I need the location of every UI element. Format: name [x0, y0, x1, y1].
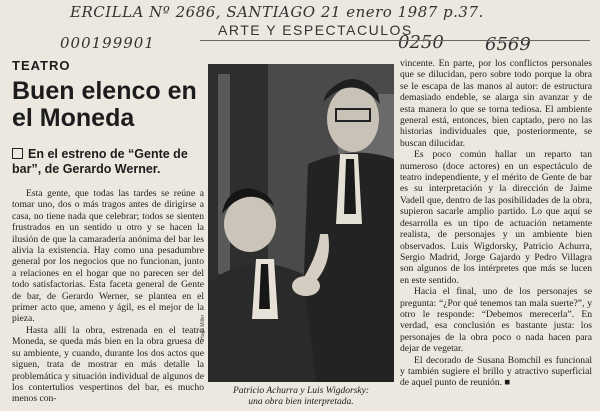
kicker: TEATRO: [12, 58, 71, 73]
caption-line-1: Patricio Achurra y Luis Wigdorsky:: [233, 386, 369, 396]
article-photo: [208, 64, 394, 382]
article-column-2: [400, 58, 592, 389]
headline: Buen elenco en el Moneda: [12, 77, 197, 132]
caption-line-2: una obra bien interpretada.: [248, 397, 354, 407]
handwritten-archive-id: 000199901: [60, 34, 155, 52]
article-column-1: [12, 188, 204, 405]
section-rule: [200, 40, 590, 41]
paragraph: Hasta allí la obra, estrenada en el teatro Moneda, se queda más bien en la obra gruesa de su ambiente, y cuando, durante los dos actos que siguen, trata de mostrar en más detalle la problemática y situación individual de algunos de los contertulios vespertinos del bar, es mucho menos con-: [12, 324, 204, 405]
paragraph: Es poco común hallar un reparto tan numeroso (doce actores) en un espectáculo de teatro independiente, y el mérito de Gente de bar es su interpretación y la dirección de Jaime Vadell que, dentro de las posibilidades de la obra, supieron sacarle amplio partido. Lo que aquí se desarrolla es un tipo de actuación netamente realista, de personajes y un ambiente bien observados. Luis Wigdorsky, Patricio Achurra, Sergio Madrid, Jorge Gajardo y Pedro Villagra son algunos de los intérpretes que más se lucen en este sentido.: [400, 149, 592, 286]
subhead: [12, 147, 207, 177]
subhead-text: En el estreno de “Gente de bar”, de Gerardo Werner.: [12, 147, 188, 176]
handwritten-source-note: ERCILLA Nº 2686, SANTIAGO 21 enero 1987 p.37.: [70, 3, 484, 21]
paragraph: Hacia el final, uno de los personajes se pregunta: “¿Por qué tenemos tan mala suerte?”, y otro le responde: “Debemos merecerla”. En verdad, esa conclusión es bastante justa: los personajes de la obra poco o nada hacen para dejar de vegetar.: [400, 286, 592, 355]
checkbox-square-icon: [12, 148, 23, 159]
photo-caption: [208, 386, 394, 408]
section-header: ARTE Y ESPECTACULOS: [218, 22, 413, 38]
photo-credit: Hugo Miller: [200, 314, 206, 340]
handwritten-number-2: 6569: [485, 34, 531, 55]
paragraph: El decorado de Susana Bomchil es funcional y también sugiere el brillo y atractivo superficial de aquel punto de reunión. ■: [400, 354, 592, 389]
paragraph: Esta gente, que todas las tardes se reúne a tomar uno, dos o más tragos antes de dirigirse a casa, no tiene nada que celebrar; todos se sienten frustrados en un sentido u otro y se hacen la ilusión de que la camaradería anónima del bar les alivia la existencia. Hay como una pesadumbre general por los negocios que no funcionan, junto a relaciones en el hogar que no parecen ser del todo satisfactorias. Esta faceta general de Gente de bar, de Gerardo Werner, se plantea en el primer acto que, ameno y ágil, es el mejor de la pieza.: [12, 188, 204, 325]
paragraph: vincente. En parte, por los conflictos personales que se dilucidan, pero sobre todo porque la obra se le escapa de las manos al autor: de estructura demasiado endeble, se alarga sin avanzar y de esta manera lo que se torna tediosa. El ambiente general está, entonces, bien captado, pero no las historias individuales que, posteriormente, se buscan dilucidar.: [400, 58, 592, 149]
handwritten-number-1: 0250: [398, 32, 444, 53]
photo-illustration: [208, 64, 394, 382]
